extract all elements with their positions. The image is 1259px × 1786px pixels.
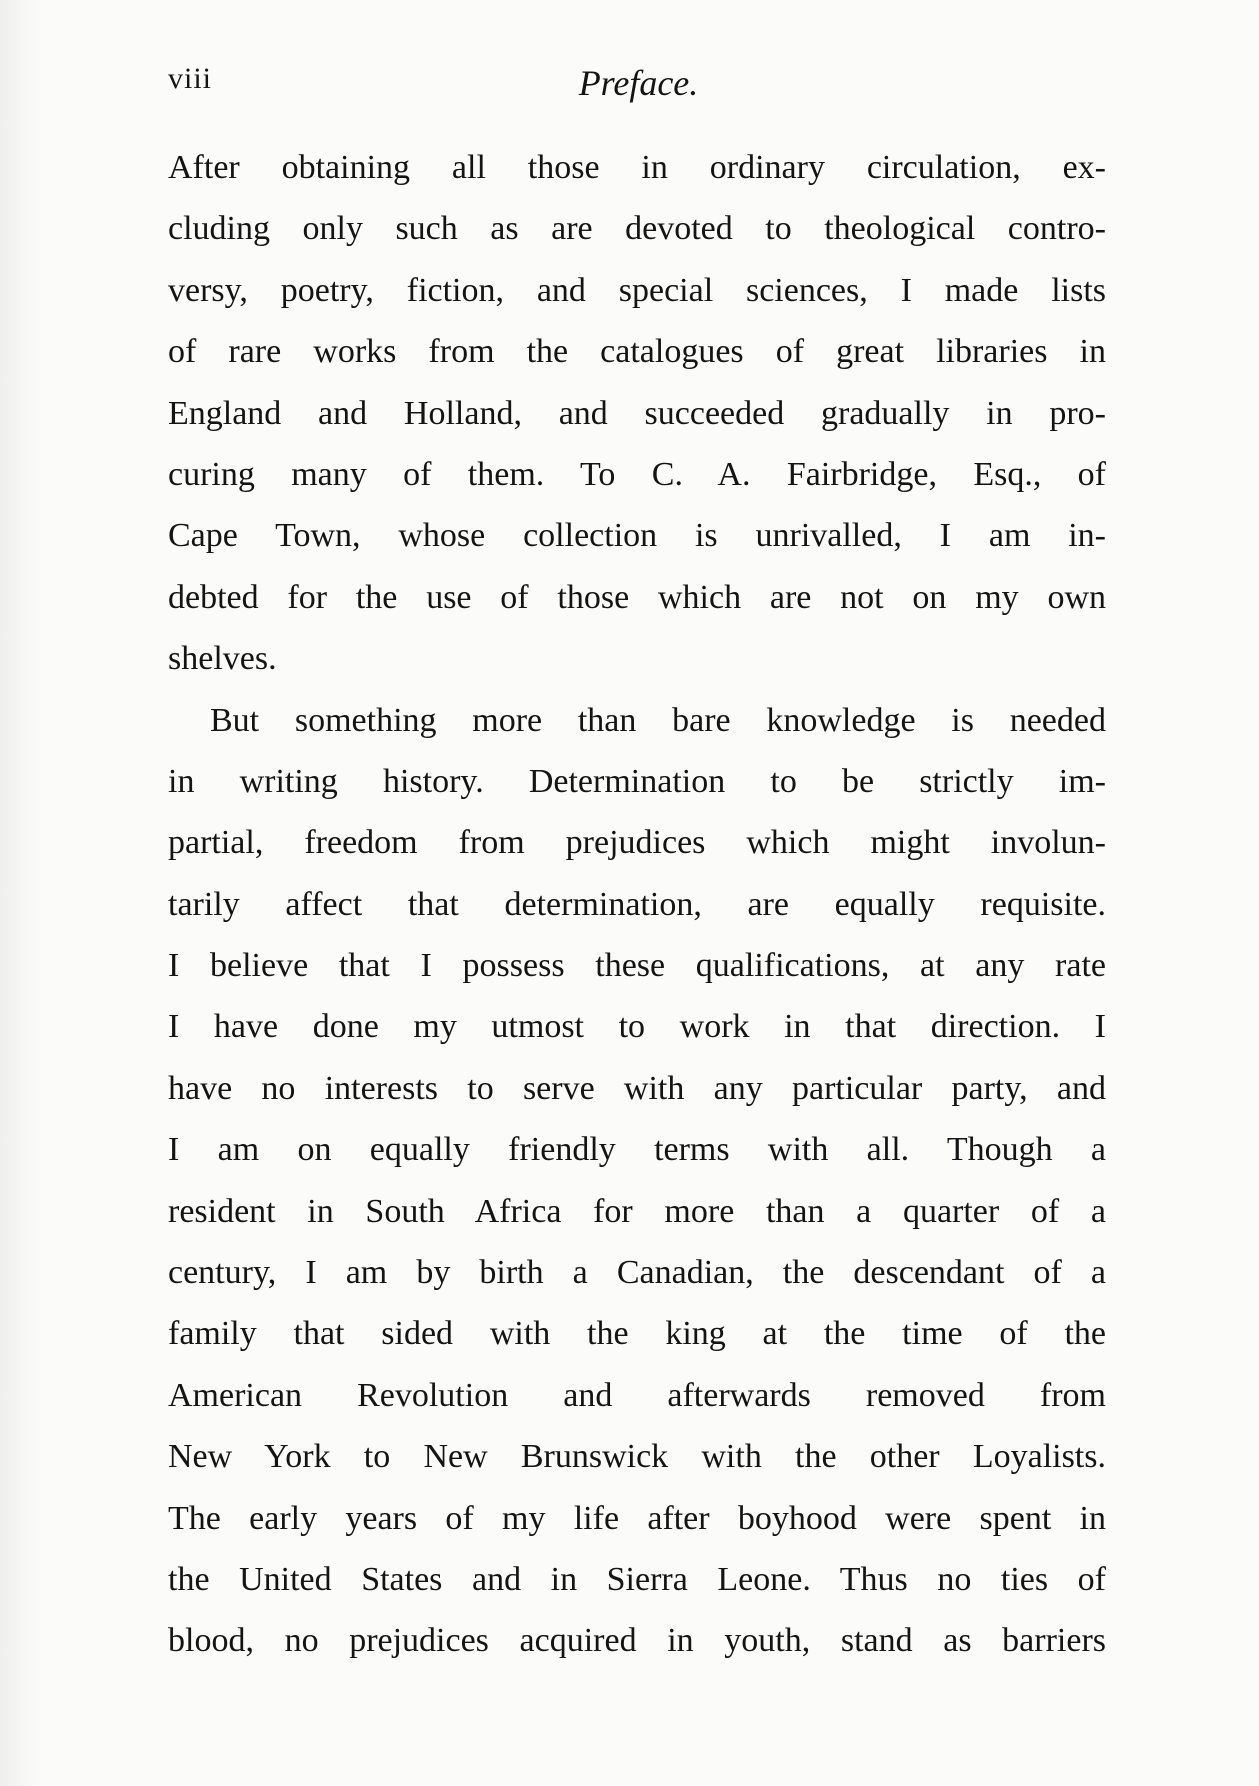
text-line: of rare works from the catalogues of great libraries in <box>168 333 1106 371</box>
text-line: American Revolution and afterwards removed from <box>168 1376 1106 1414</box>
scan-shadow-edge <box>0 0 40 1786</box>
paragraph-1 <box>168 137 1106 690</box>
body-text <box>168 137 1106 1672</box>
text-line: I believe that I possess these qualifications, at any rate <box>168 947 1106 985</box>
text-line: tarily affect that determination, are equally requisite. <box>168 885 1106 923</box>
text-line: The early years of my life after boyhood were spent in <box>168 1499 1106 1537</box>
text-line: debted for the use of those which are not on my own <box>168 578 1106 616</box>
page-number: viii <box>168 62 213 95</box>
text-line: blood, no prejudices acquired in youth, stand as barriers <box>168 1622 1106 1660</box>
text-line: Cape Town, whose collection is unrivalled, I am in- <box>168 517 1106 555</box>
text-line: But something more than bare knowledge is needed <box>210 701 1106 739</box>
text-line: century, I am by birth a Canadian, the descendant of a <box>168 1254 1106 1292</box>
text-line: the United States and in Sierra Leone. Thus no ties of <box>168 1560 1106 1598</box>
page-header <box>168 62 1109 112</box>
text-line: I am on equally friendly terms with all. Though a <box>168 1131 1106 1169</box>
text-line: versy, poetry, fiction, and special sciences, I made lists <box>168 271 1106 309</box>
text-line: family that sided with the king at the time of the <box>168 1315 1106 1353</box>
text-line: I have done my utmost to work in that direction. I <box>168 1008 1106 1046</box>
text-line: in writing history. Determination to be strictly im- <box>168 762 1106 800</box>
text-line: resident in South Africa for more than a quarter of a <box>168 1192 1106 1230</box>
text-line: England and Holland, and succeeded gradually in pro- <box>168 394 1106 432</box>
paragraph-2 <box>168 690 1106 1672</box>
running-title: Preface. <box>578 63 699 103</box>
text-line: cluding only such as are devoted to theological contro- <box>168 210 1106 248</box>
text-line: curing many of them. To C. A. Fairbridge, Esq., of <box>168 455 1106 493</box>
text-line: After obtaining all those in ordinary circulation, ex- <box>168 149 1106 186</box>
text-line: shelves. <box>168 640 277 678</box>
text-line: New York to New Brunswick with the other Loyalists. <box>168 1438 1106 1476</box>
text-line: partial, freedom from prejudices which might involun- <box>168 824 1106 862</box>
text-line: have no interests to serve with any particular party, and <box>168 1069 1106 1107</box>
